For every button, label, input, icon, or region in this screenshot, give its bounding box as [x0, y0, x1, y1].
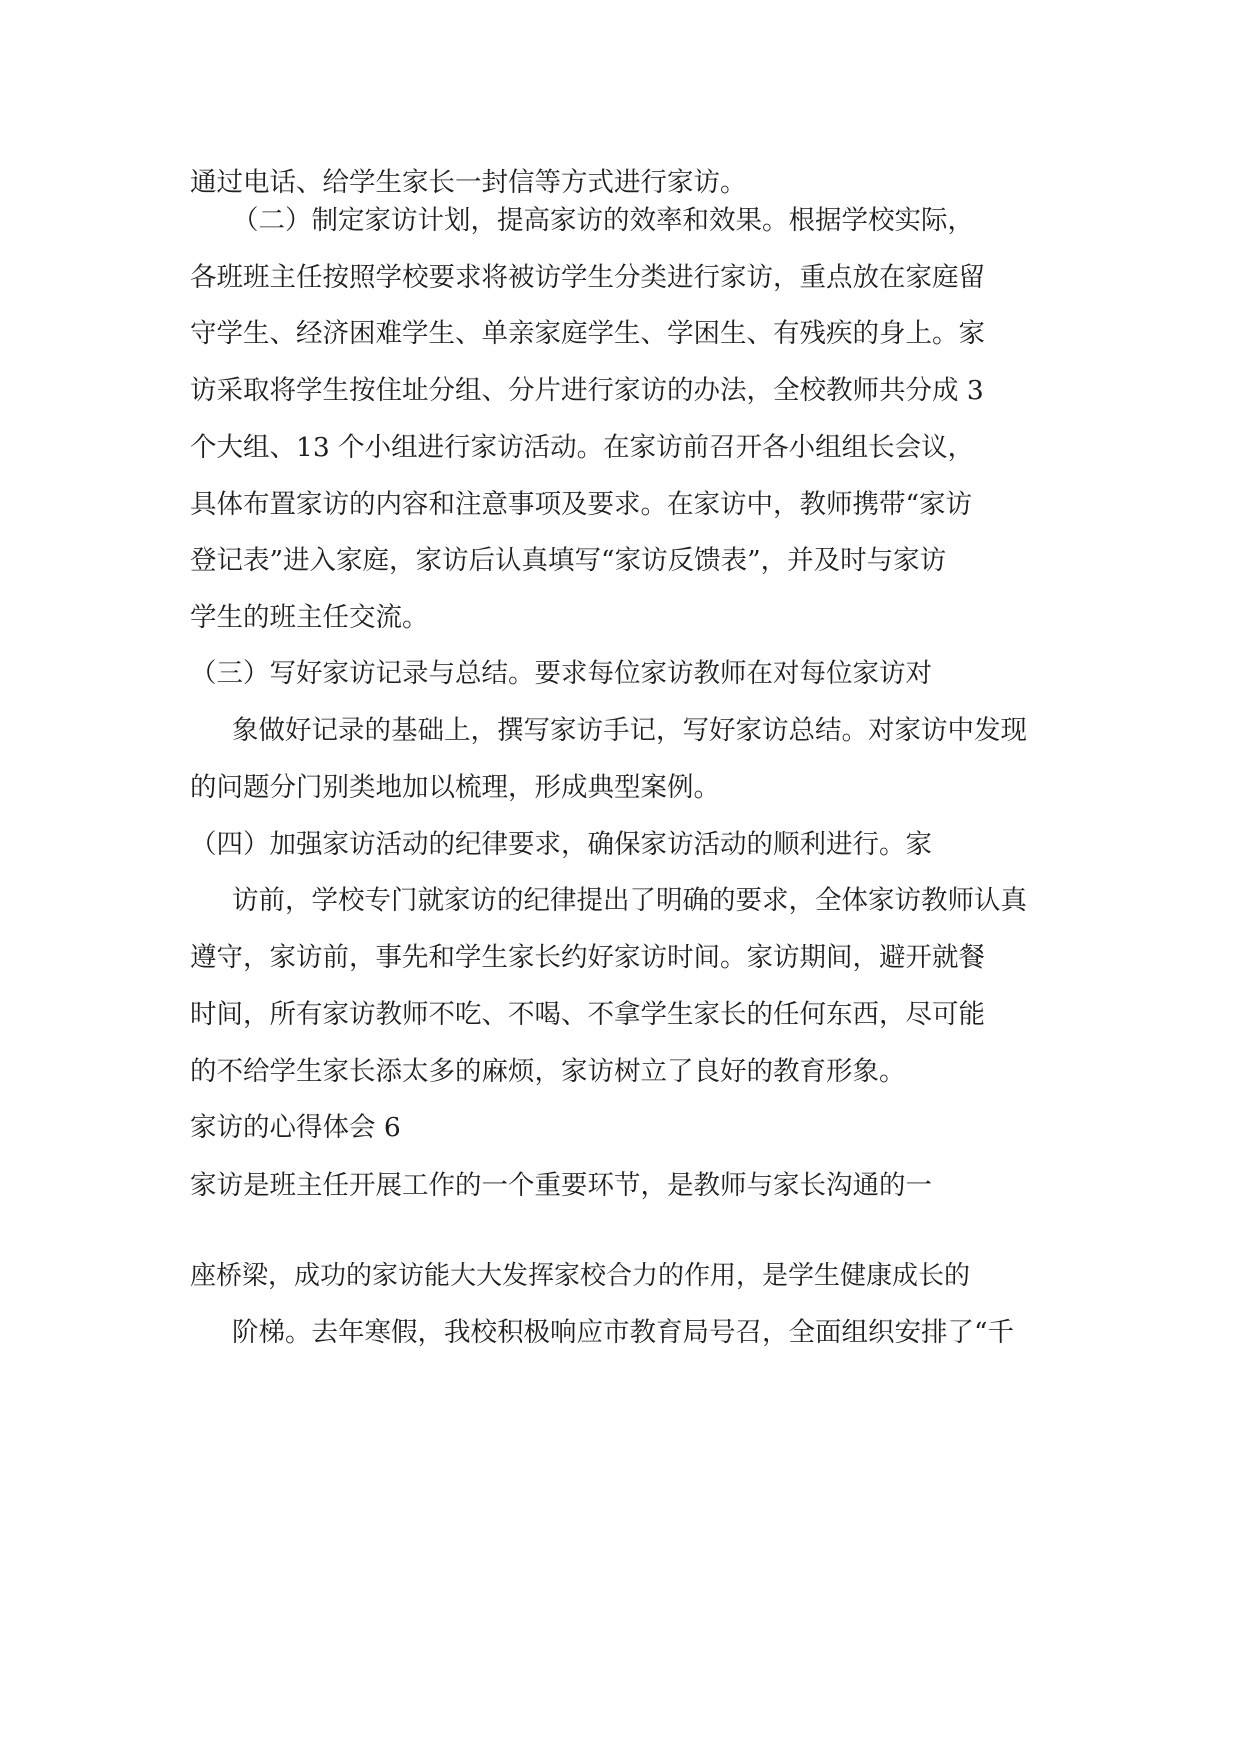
text-line: 遵守，家访前，事先和学生家长约好家访时间。家访期间，避开就餐 [190, 942, 985, 973]
text-line: 的问题分门别类地加以梳理，形成典型案例。 [190, 772, 720, 803]
text-line: 登记表”进入家庭，家访后认真填写“家访反馈表”，并及时与家访 [190, 545, 947, 576]
text-line: 阶梯。去年寒假，我校积极响应市教育局号召，全面组织安排了“千 [232, 1317, 1015, 1348]
text-line: 访前，学校专门就家访的纪律提出了明确的要求，全体家访教师认真 [232, 885, 1027, 916]
section-heading: 座桥梁，成功的家访能大大发挥家校合力的作用，是学生健康成长的 [190, 1261, 971, 1291]
text-line: 守学生、经济困难学生、单亲家庭学生、学困生、有残疾的身上。家 [190, 318, 985, 349]
text-line: 时间，所有家访教师不吃、不喝、不拿学生家长的任何东西，尽可能 [190, 999, 985, 1030]
text-line: 具体布置家访的内容和注意事项及要求。在家访中，教师携带“家访 [190, 489, 973, 520]
text-line: 通过电话、给学生家长一封信等方式进行家访。 [190, 167, 747, 198]
text-line: 各班班主任按照学校要求将被访学生分类进行家访，重点放在家庭留 [190, 262, 985, 293]
text-line: 象做好记录的基础上，撰写家访手记，写好家访总结。对家访中发现 [232, 715, 1027, 746]
text-line [190, 1426, 1060, 1466]
text-line: 家访的心得体会 6 [190, 1112, 401, 1143]
text-line: （四）加强家访活动的纪律要求，确保家访活动的顺利进行。家 [190, 829, 932, 860]
text-line: 的不给学生家长添太多的麻烦，家访树立了良好的教育形象。 [190, 1056, 906, 1087]
text-line: 家访是班主任开展工作的一个重要环节，是教师与家长沟通的一 [190, 1170, 932, 1201]
text-line: 个大组、13 个小组进行家访活动。在家访前召开各小组组长会议， [190, 432, 975, 463]
text-line: （三）写好家访记录与总结。要求每位家访教师在对每位家访对 [190, 658, 932, 689]
text-line: 访采取将学生按住址分组、分片进行家访的办法，全校教师共分成 3 [190, 375, 984, 406]
text-line: 学生的班主任交流。 [190, 602, 429, 633]
text-line: （二）制定家访计划，提高家访的效率和效果。根据学校实际， [232, 205, 974, 236]
text-line [190, 1370, 1060, 1410]
